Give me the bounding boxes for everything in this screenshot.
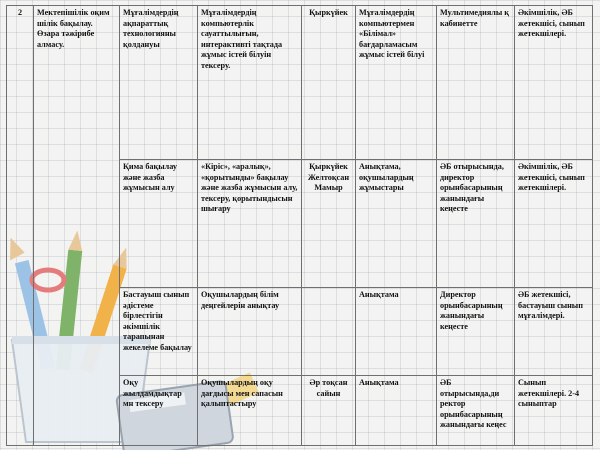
- row-number-cell: 2: [7, 6, 34, 446]
- control-object-cell: Бастауыш сынып әдістеме бірлестігін әкімшілік тарапынан жекелеме бақылау: [120, 288, 198, 376]
- discussion-place-cell: Директор орынбасарының жанындағы кеңесте: [437, 288, 515, 376]
- result-form-cell: Анықтама: [356, 288, 437, 376]
- control-object-cell: Қима бақылау және жазба жұмысын алу: [120, 160, 198, 288]
- topic-cell: Мектепішілік оқим шілік бақылау. Өзара тәжірибе алмасу.: [34, 6, 120, 446]
- result-form-cell: Анықтама: [356, 376, 437, 446]
- result-form-cell: Мұғалімдердің компьютермен «Білімал» бағдарламасым жұмыс істей білуі: [356, 6, 437, 160]
- timing-cell: Әр тоқсан сайын: [302, 376, 356, 446]
- responsible-cell: Сынып жетекшілері. 2-4 сыныптар: [515, 376, 593, 446]
- timing-cell: Қыркүйек Желтоқсан Мамыр: [302, 160, 356, 288]
- responsible-cell: ӘБ жетекшісі, бастауыш сынып мұғалімдері.: [515, 288, 593, 376]
- control-goal-cell: «Кіріс», «аралық», «қорытынды» бақылау және жазба жұмысын алу, тексеру, қорытындысын шығару: [198, 160, 302, 288]
- control-goal-cell: Мұғалімдердің компьютерлік сауаттылығын, интерактивті тақтада жұмыс істей білуін тексеру.: [198, 6, 302, 160]
- discussion-place-cell: Мультимедиялы қ кабинетте: [437, 6, 515, 160]
- responsible-cell: Әкімшілік, ӘБ жетекшісі, сынып жетекшілері.: [515, 6, 593, 160]
- discussion-place-cell: ӘБ отырысында, директор орынбасарының жанындағы кеңесте: [437, 160, 515, 288]
- plan-table: [6, 5, 593, 446]
- timing-cell: Қыркүйек: [302, 6, 356, 160]
- control-object-cell: Оқу жылдамдықтар мн тексеру: [120, 376, 198, 446]
- control-goal-cell: Оқушылардың білім деңгейлерін анықтау: [198, 288, 302, 376]
- timing-cell: [302, 288, 356, 376]
- responsible-cell: Әкімшілік, ӘБ жетекшісі, сынып жетекшілері.: [515, 160, 593, 288]
- discussion-place-cell: ӘБ отырысында,ди ректор орынбасарының жанындағы кеңес: [437, 376, 515, 446]
- table-row: [7, 6, 593, 160]
- control-object-cell: Мұғалімдердің ақпараттық технологияны қолдануы: [120, 6, 198, 160]
- control-goal-cell: Оқушылардың оқу дағдысы мен сапасын қалыптастыру: [198, 376, 302, 446]
- result-form-cell: Анықтама, оқушылардың жұмыстары: [356, 160, 437, 288]
